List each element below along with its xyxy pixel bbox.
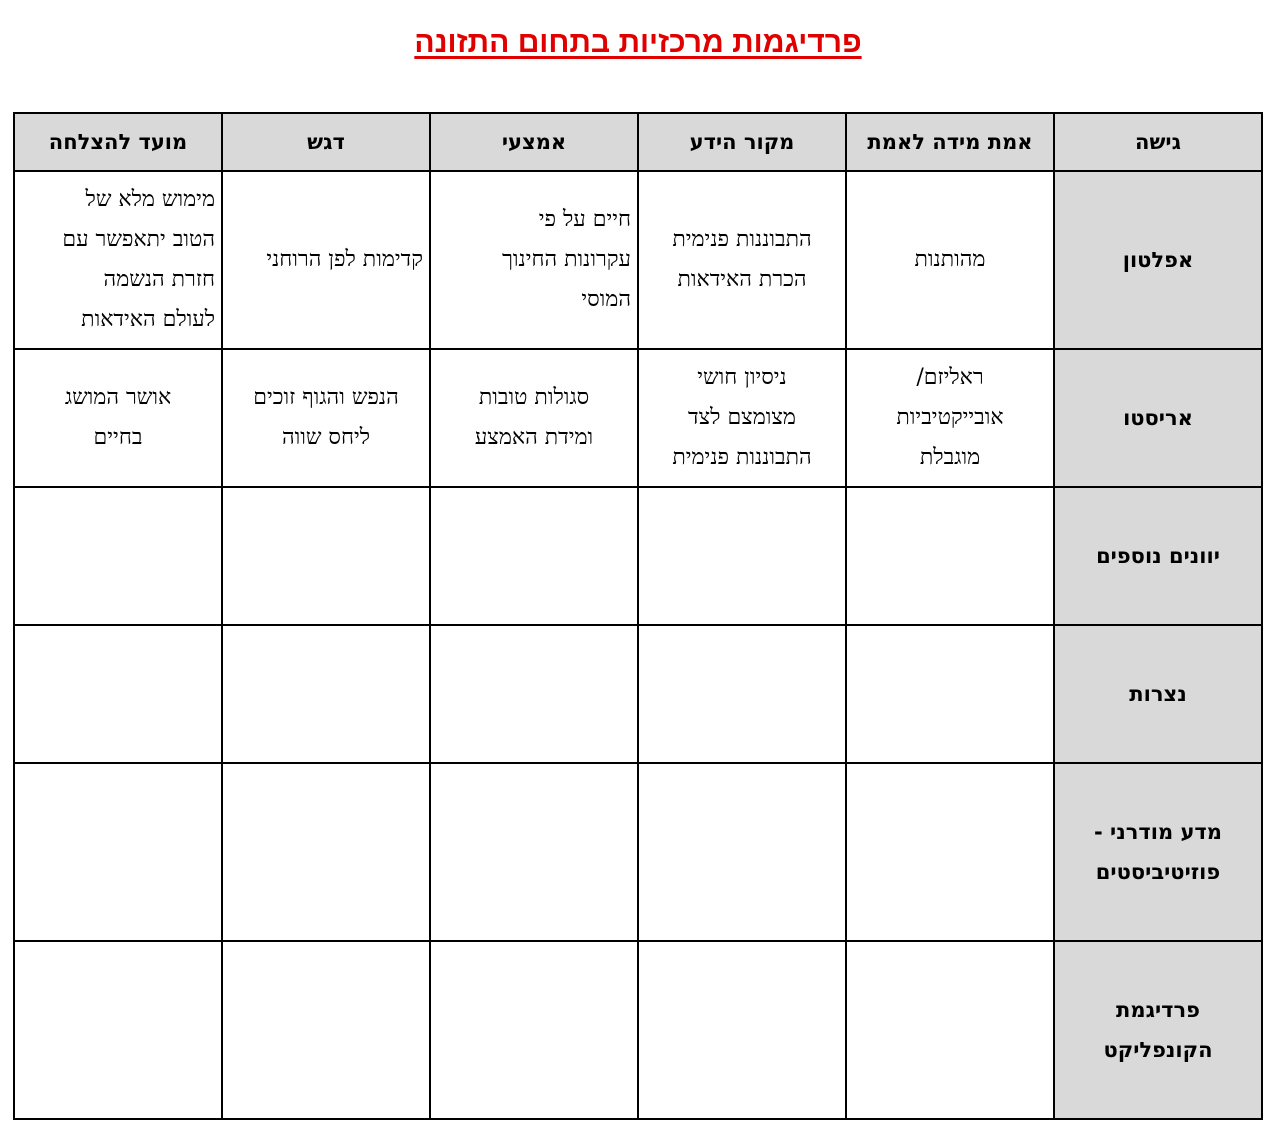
row-other-greeks [14,487,1262,625]
cell-means [430,171,638,349]
empty-cell [14,487,222,625]
empty-cell [222,941,430,1119]
row-conflict-paradigm [14,941,1262,1119]
empty-cell [846,763,1054,941]
cell-line: מימוש מלא של [85,187,215,212]
cell-line: ליחס שווה [281,425,371,450]
row-plato [14,171,1262,349]
header-knowledge-source: מקור הידע [638,113,846,171]
cell-line: חיים על פי [538,207,631,232]
row-approach: אריסטו [1054,349,1262,487]
empty-cell [430,941,638,1119]
cell-line: סגולות טובות [478,385,590,410]
cell-success [14,171,222,349]
empty-cell [846,941,1054,1119]
cell-criterion [846,349,1054,487]
cell-line: מהותנות [914,247,986,272]
empty-cell [14,941,222,1119]
cell-line: התבוננות פנימית [672,227,812,252]
cell-line: הנפש והגוף זוכים [253,385,399,410]
row-aristotle [14,349,1262,487]
row-modern-science [14,763,1262,941]
paradigms-table [13,112,1263,1120]
cell-source [638,349,846,487]
cell-success [14,349,222,487]
cell-line: בחיים [93,425,143,450]
row-approach: פרדיגמת הקונפליקט [1054,941,1262,1119]
empty-cell [638,941,846,1119]
cell-line: ראליזם/ [916,365,984,390]
cell-line: לעולם האידאות [81,307,215,332]
row-approach: יוונים נוספים [1054,487,1262,625]
cell-line: עקרונות החינוך [502,247,631,272]
cell-line: התבוננות פנימית [672,445,812,470]
cell-means [430,349,638,487]
page-title: פרדיגמות מרכזיות בתחום התזונה [414,26,862,59]
cell-line: חזרת הנשמה [103,267,215,292]
empty-cell [430,763,638,941]
header-success-time: מועד להצלחה [14,113,222,171]
empty-cell [846,625,1054,763]
cell-line: אובייקטיביות [896,405,1004,430]
cell-line: מצומצם לצד [688,405,796,430]
row-approach: מדע מודרני - פוזיטיביסטים [1054,763,1262,941]
row-approach: נצרות [1054,625,1262,763]
empty-cell [430,625,638,763]
cell-source [638,171,846,349]
cell-criterion [846,171,1054,349]
empty-cell [14,625,222,763]
cell-line: הטוב יתאפשר עם [62,227,215,252]
empty-cell [638,625,846,763]
empty-cell [638,763,846,941]
header-row [14,113,1262,171]
cell-emphasis [222,349,430,487]
empty-cell [222,763,430,941]
row-approach: אפלטון [1054,171,1262,349]
header-approach: גישה [1054,113,1262,171]
empty-cell [638,487,846,625]
cell-line: ומידת האמצע [474,425,594,450]
row-christianity [14,625,1262,763]
cell-line: אושר המושג [64,385,172,410]
empty-cell [430,487,638,625]
header-emphasis: דגש [222,113,430,171]
cell-emphasis [222,171,430,349]
cell-line: הכרת האידאות [677,267,807,292]
header-means: אמצעי [430,113,638,171]
empty-cell [846,487,1054,625]
cell-line: מוגבלת [919,445,981,470]
cell-line: המוסי [581,287,631,312]
cell-line: ניסיון חושי [697,365,787,390]
header-criterion: אמת מידה לאמת [846,113,1054,171]
empty-cell [222,625,430,763]
empty-cell [14,763,222,941]
cell-line: קדימות לפן הרוחני [266,247,423,272]
empty-cell [222,487,430,625]
